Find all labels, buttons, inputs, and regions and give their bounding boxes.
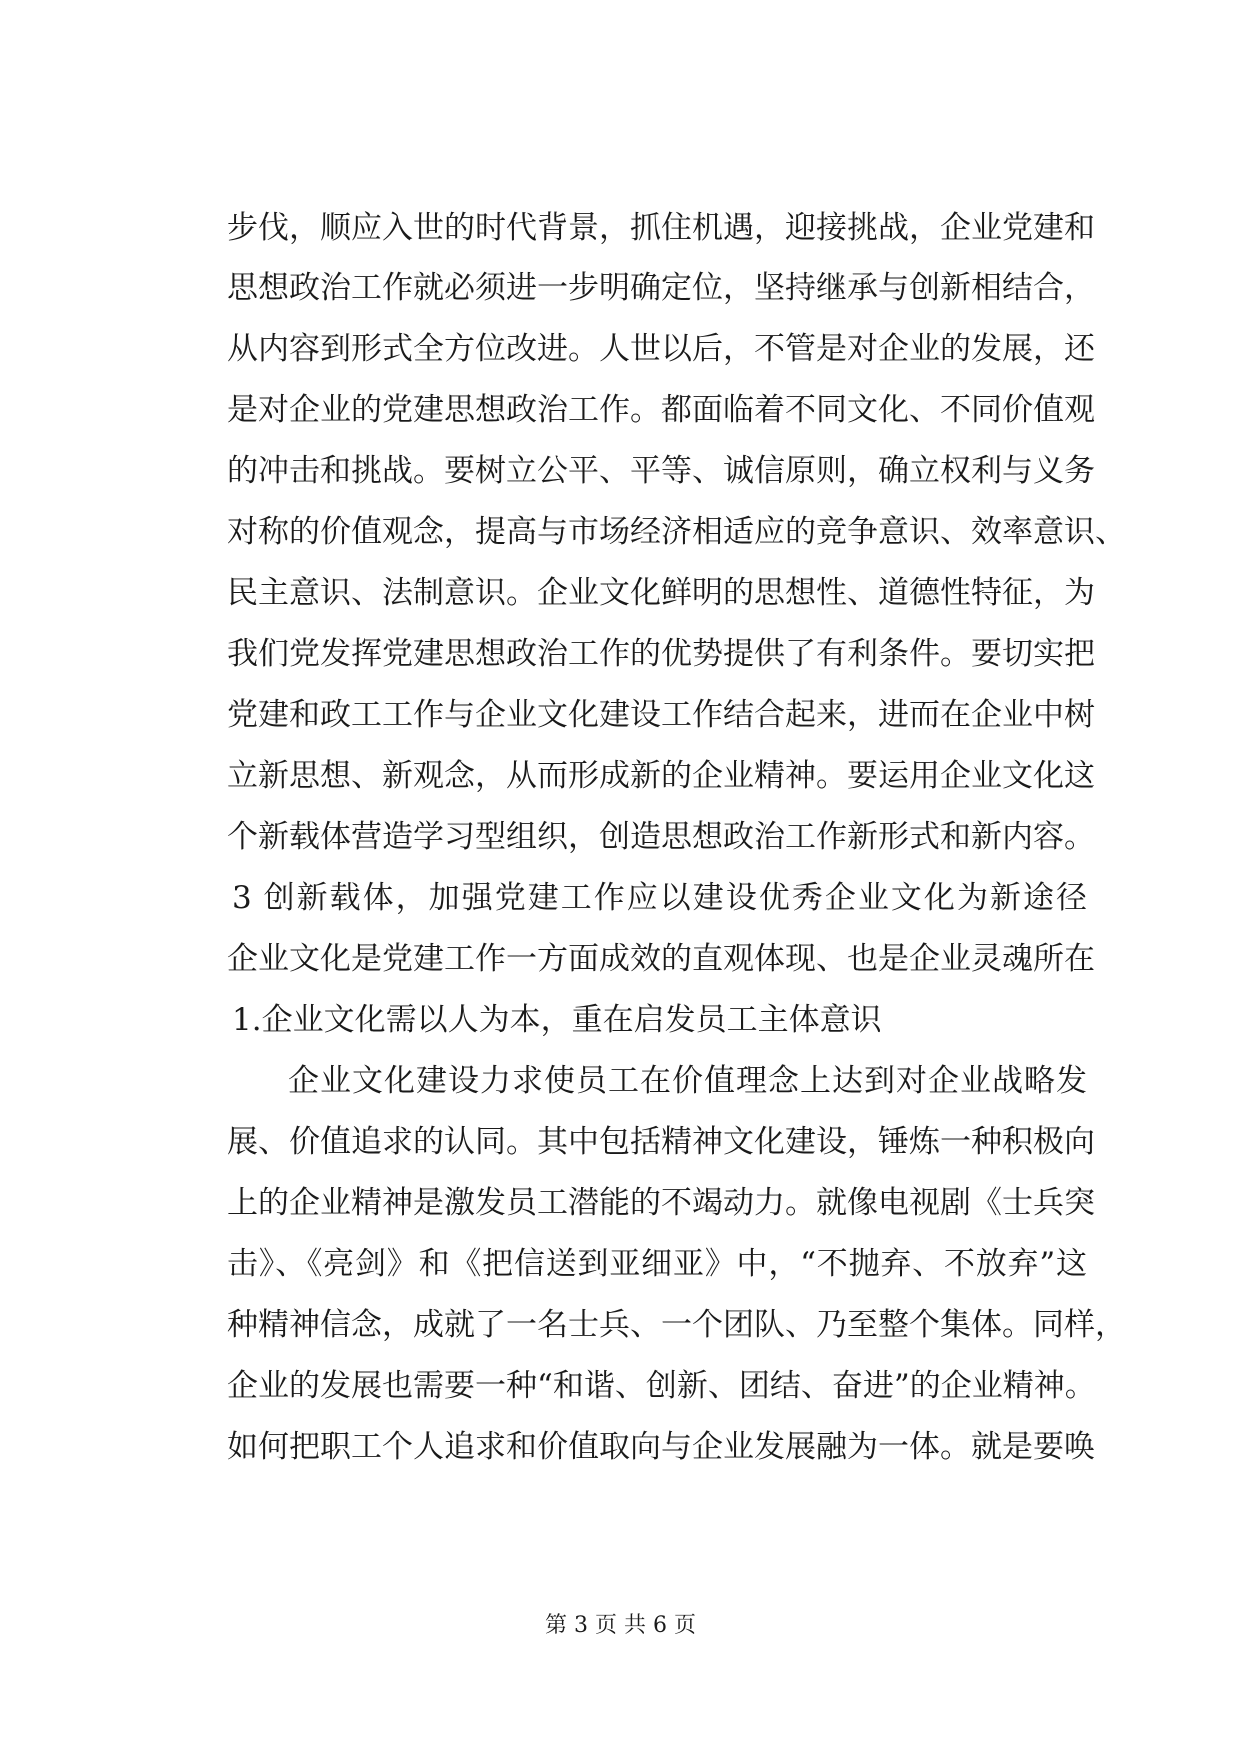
section-heading: 3 创新载体，加强党建工作应以建设优秀企业文化为新途径 bbox=[232, 880, 1087, 916]
body-text-line: 上的企业精神是激发员工潜能的不竭动力。就像电视剧《士兵突 bbox=[227, 1185, 1095, 1221]
body-text-line: 步伐，顺应入世的时代背景，抓住机遇，迎接挑战，企业党建和 bbox=[227, 210, 1095, 246]
page-number-footer: 第 3 页 共 6 页 bbox=[545, 1613, 696, 1638]
body-text-line: 展、价值追求的认同。其中包括精神文化建设，锤炼一种积极向 bbox=[227, 1124, 1095, 1160]
body-text-line: 党建和政工工作与企业文化建设工作结合起来，进而在企业中树 bbox=[227, 697, 1095, 733]
body-text-line: 民主意识、法制意识。企业文化鲜明的思想性、道德性特征，为 bbox=[227, 575, 1095, 611]
body-text-line: 是对企业的党建思想政治工作。都面临着不同文化、不同价值观 bbox=[227, 392, 1095, 428]
body-text-line: 的冲击和挑战。要树立公平、平等、诚信原则，确立权利与义务 bbox=[227, 453, 1095, 489]
body-text-line: 个新载体营造学习型组织，创造思想政治工作新形式和新内容。 bbox=[227, 819, 1095, 855]
body-text-line: 如何把职工个人追求和价值取向与企业发展融为一体。就是要唤 bbox=[227, 1429, 1095, 1465]
body-text-line: 击》、《亮剑》和《把信送到亚细亚》中，“不抛弃、不放弃”这 bbox=[227, 1246, 1087, 1282]
body-text-line: 对称的价值观念，提高与市场经济相适应的竞争意识、效率意识、 bbox=[227, 514, 1126, 550]
body-text-line: 从内容到形式全方位改进。人世以后，不管是对企业的发展，还 bbox=[227, 331, 1095, 367]
body-text-line: 企业的发展也需要一种“和谐、创新、团结、奋进”的企业精神。 bbox=[227, 1368, 1096, 1404]
body-text-line: 我们党发挥党建思想政治工作的优势提供了有利条件。要切实把 bbox=[227, 636, 1095, 672]
body-text-line: 立新思想、新观念，从而形成新的企业精神。要运用企业文化这 bbox=[227, 758, 1095, 794]
section-subheading: 企业文化是党建工作一方面成效的直观体现、也是企业灵魂所在 bbox=[227, 941, 1095, 977]
body-text-line: 企业文化建设力求使员工在价值理念上达到对企业战略发 bbox=[288, 1063, 1087, 1099]
subsection-heading: 1.企业文化需以人为本，重在启发员工主体意识 bbox=[232, 1002, 882, 1038]
body-text-line: 思想政治工作就必须进一步明确定位，坚持继承与创新相结合， bbox=[227, 270, 1095, 306]
body-text-line: 种精神信念，成就了一名士兵、一个团队、乃至整个集体。同样， bbox=[227, 1307, 1126, 1343]
